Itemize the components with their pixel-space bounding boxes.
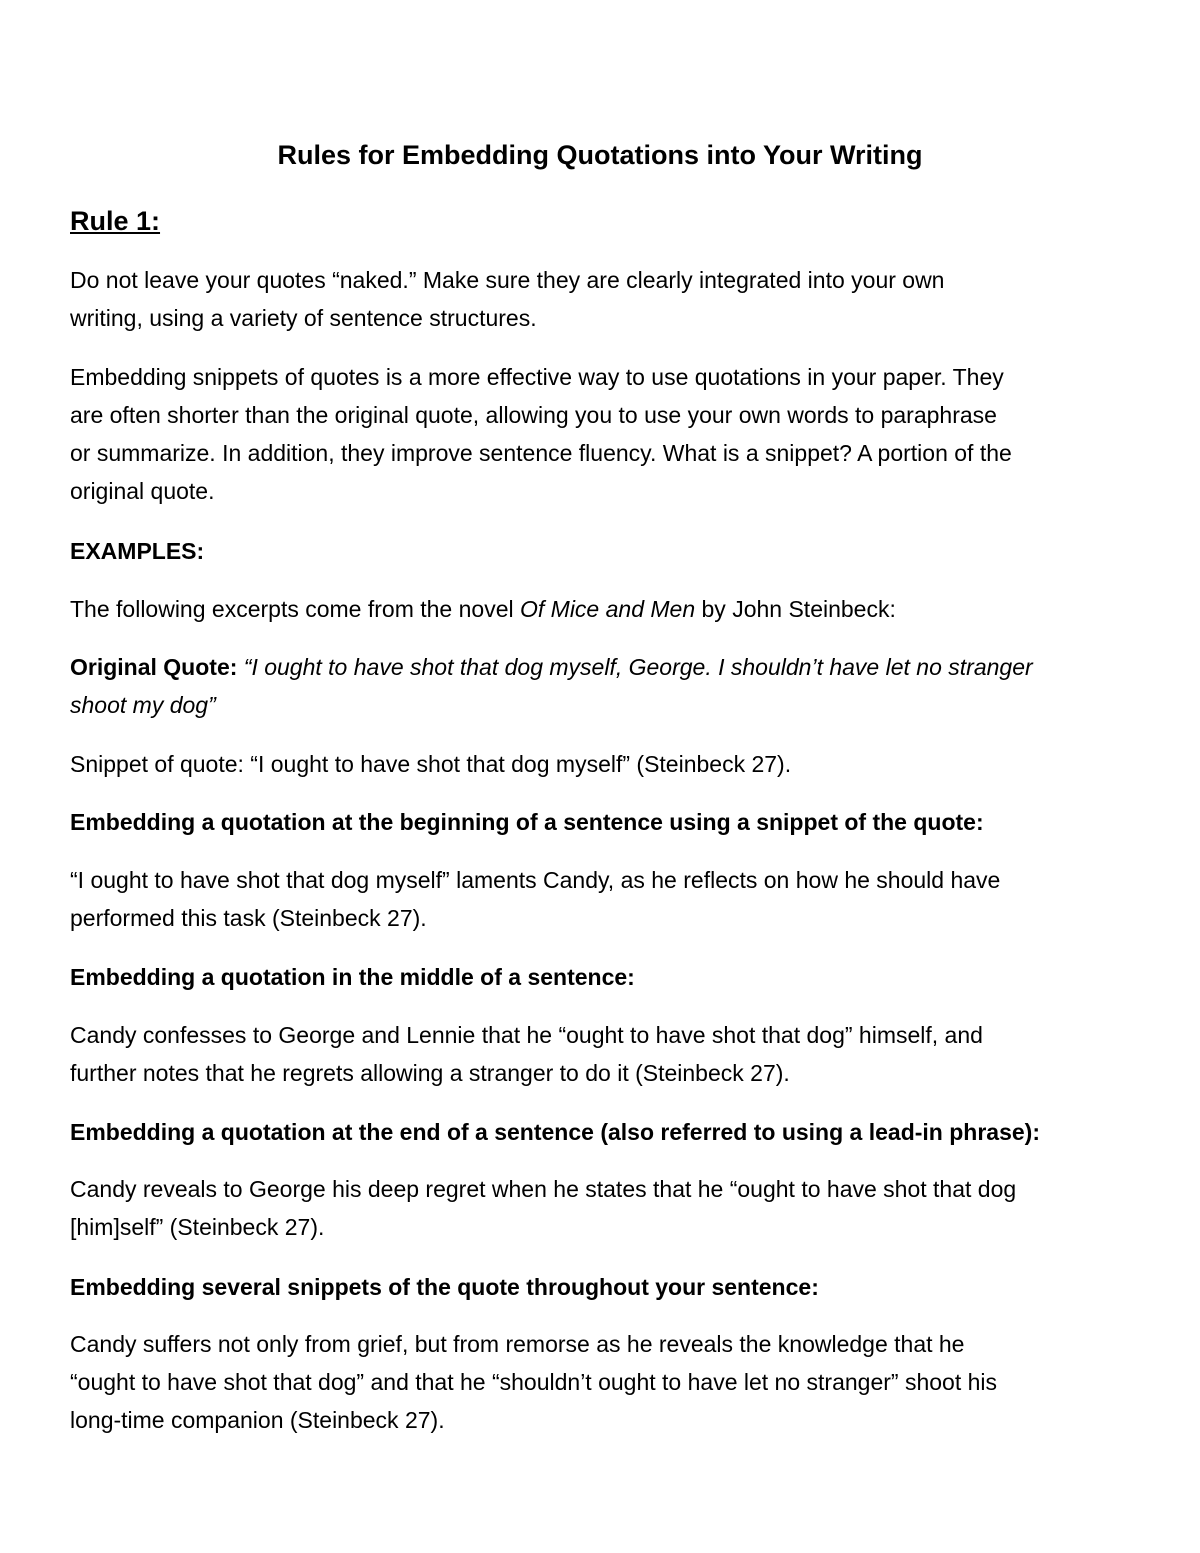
section-middle-line-1: Candy confesses to George and Lennie that he “ought to have shot that dog” himself, and (70, 1022, 983, 1048)
section-beginning-body (70, 861, 1132, 937)
source-line-before: The following excerpts come from the novel (70, 596, 520, 622)
section-beginning (70, 803, 1132, 841)
intro-paragraph (70, 261, 1132, 337)
section-middle-body (70, 1016, 1132, 1092)
rule-1-heading: Rule 1: (70, 206, 161, 236)
section-several-line-3: long-time companion (Steinbeck 27). (70, 1407, 445, 1433)
section-end-line-1: Candy reveals to George his deep regret when he states that he “ought to have shot that dog (70, 1176, 1017, 1202)
section-several (70, 1268, 1132, 1306)
section-several-line-2: “ought to have shot that dog” and that he “shouldn’t ought to have let no stranger” shoot his (70, 1369, 998, 1395)
rule-heading (70, 203, 1132, 241)
book-title: Of Mice and Men (519, 596, 696, 622)
original-quote-paragraph (70, 648, 1132, 724)
snippet-of-quote-paragraph (70, 745, 1132, 783)
section-end (70, 1113, 1132, 1151)
source-line (70, 590, 1132, 628)
section-several-body (70, 1325, 1132, 1439)
section-several-heading: Embedding several snippets of the quote throughout your sentence: (70, 1274, 819, 1300)
snippets-line-4: original quote. (70, 478, 215, 504)
section-end-body (70, 1170, 1132, 1246)
snippets-line-2: are often shorter than the original quote, allowing you to use your own words to paraphrase (70, 402, 997, 428)
source-line-after: by John Steinbeck: (695, 596, 896, 622)
original-quote-label: Original Quote: (70, 654, 238, 680)
snippets-line-1: Embedding snippets of quotes is a more effective way to use quotations in your paper. They (70, 364, 1004, 390)
original-quote-line-2: shoot my dog” (70, 692, 216, 718)
section-middle-heading: Embedding a quotation in the middle of a sentence: (70, 964, 635, 990)
section-beginning-heading: Embedding a quotation at the beginning of a sentence using a snippet of the quote: (70, 809, 984, 835)
snippets-line-3: or summarize. In addition, they improve sentence fluency. What is a snippet? A portion of the (70, 440, 1012, 466)
section-several-line-1: Candy suffers not only from grief, but from remorse as he reveals the knowledge that he (70, 1331, 965, 1357)
section-middle (70, 958, 1132, 996)
page-title: Rules for Embedding Quotations into Your Writing (277, 140, 923, 170)
section-beginning-line-2: performed this task (Steinbeck 27). (70, 905, 427, 931)
examples-heading-block (70, 532, 1132, 570)
section-beginning-line-1: “I ought to have shot that dog myself” laments Candy, as he reflects on how he should have (70, 867, 1001, 893)
section-end-heading: Embedding a quotation at the end of a sentence (also referred to using a lead-in phrase): (70, 1119, 1040, 1145)
section-middle-line-2: further notes that he regrets allowing a stranger to do it (Steinbeck 27). (70, 1060, 790, 1086)
snippets-paragraph (70, 358, 1132, 510)
examples-heading: EXAMPLES: (70, 538, 205, 564)
original-quote-line-1: “I ought to have shot that dog myself, George. I shouldn’t have let no stranger (237, 654, 1033, 680)
section-end-line-2: [him]self” (Steinbeck 27). (70, 1214, 325, 1240)
intro-line-1: Do not leave your quotes “naked.” Make sure they are clearly integrated into your own (70, 267, 945, 293)
snippet-of-quote: Snippet of quote: “I ought to have shot that dog myself” (Steinbeck 27). (70, 751, 792, 777)
intro-line-2: writing, using a variety of sentence structures. (70, 305, 537, 331)
